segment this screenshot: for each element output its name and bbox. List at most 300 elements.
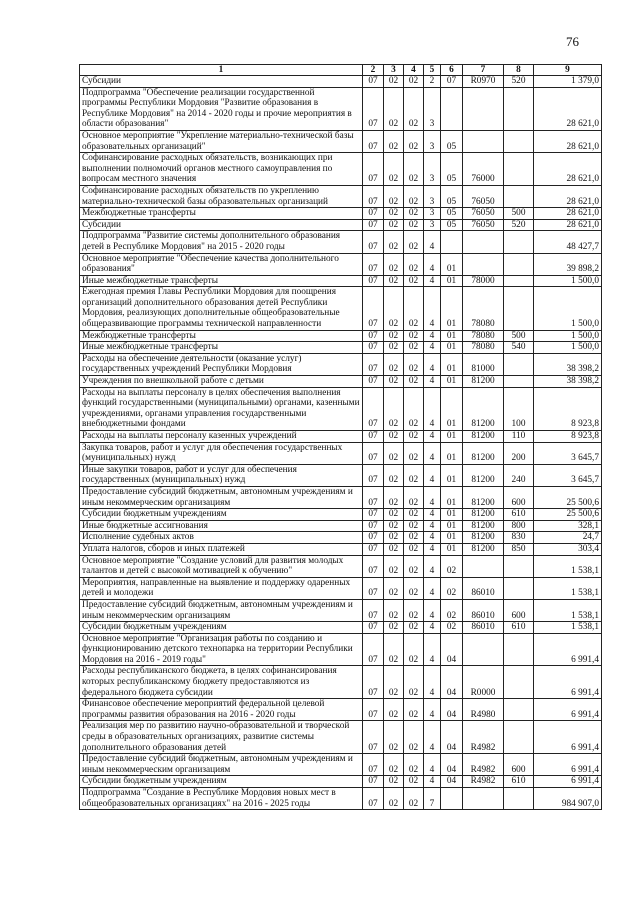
amount-cell: 1 538,1 <box>534 577 602 599</box>
subprogram-cell: 4 <box>424 376 441 388</box>
section-cell: 07 <box>363 253 384 275</box>
subsection-cell: 02 <box>384 231 404 253</box>
program-cell: 02 <box>404 788 424 810</box>
column-header: 7 <box>463 65 504 76</box>
program-cell: 02 <box>404 231 424 253</box>
subprogram-cell: 4 <box>424 231 441 253</box>
measure-cell: 04 <box>441 633 463 666</box>
name-cell: Субсидии бюджетным учреждениям <box>80 622 363 634</box>
subprogram-cell: 4 <box>424 666 441 699</box>
program-cell: 02 <box>404 130 424 152</box>
program-cell: 02 <box>404 776 424 788</box>
section-cell: 07 <box>363 599 384 621</box>
measure-cell: 01 <box>441 431 463 443</box>
subsection-cell: 02 <box>384 666 404 699</box>
subprogram-cell: 4 <box>424 353 441 375</box>
name-cell: Основное мероприятие "Создание условий для развития молодых талантов и детей с высокой мотивацией к обучению" <box>80 555 363 577</box>
program-cell: 02 <box>404 532 424 544</box>
amount-cell: 28 621,0 <box>534 87 602 130</box>
expense-type-cell <box>504 555 534 577</box>
program-cell: 02 <box>404 185 424 207</box>
measure-cell: 01 <box>441 275 463 287</box>
name-cell: Закупка товаров, работ и услуг для обеспечения государственных (муниципальных) нужд <box>80 442 363 464</box>
program-cell: 02 <box>404 275 424 287</box>
program-cell: 02 <box>404 342 424 354</box>
direction-cell: 81200 <box>463 543 504 555</box>
subprogram-cell: 4 <box>424 776 441 788</box>
measure-cell: 04 <box>441 754 463 776</box>
direction-cell: 86010 <box>463 622 504 634</box>
subprogram-cell: 4 <box>424 287 441 330</box>
program-cell: 02 <box>404 577 424 599</box>
table-row <box>80 442 602 464</box>
subsection-cell: 02 <box>384 577 404 599</box>
amount-cell: 1 500,0 <box>534 275 602 287</box>
table-row <box>80 275 602 287</box>
table-row <box>80 342 602 354</box>
subprogram-cell: 4 <box>424 275 441 287</box>
column-header: 2 <box>363 65 384 76</box>
amount-cell: 38 398,2 <box>534 353 602 375</box>
direction-cell <box>463 231 504 253</box>
expense-type-cell <box>504 153 534 186</box>
table-row <box>80 185 602 207</box>
subprogram-cell: 4 <box>424 442 441 464</box>
name-cell: Межбюджетные трансферты <box>80 208 363 220</box>
table-row <box>80 486 602 508</box>
expense-type-cell: 830 <box>504 532 534 544</box>
table-row <box>80 464 602 486</box>
measure-cell: 02 <box>441 555 463 577</box>
name-cell: Финансовое обеспечение мероприятий федеральной целевой программы развития образования на 2016 - 2020 годы <box>80 699 363 721</box>
program-cell: 02 <box>404 622 424 634</box>
section-cell: 07 <box>363 287 384 330</box>
table-row <box>80 599 602 621</box>
measure-cell: 07 <box>441 76 463 88</box>
measure-cell: 02 <box>441 599 463 621</box>
amount-cell: 39 898,2 <box>534 253 602 275</box>
expense-type-cell <box>504 666 534 699</box>
subsection-cell: 02 <box>384 153 404 186</box>
table-row <box>80 633 602 666</box>
expense-type-cell: 800 <box>504 520 534 532</box>
name-cell: Ежегодная премия Главы Республики Мордовия для поощрения организаций дополнительного образования детей Республики Мордовия, реализующих дополнительные общеобразовательные общеразвивающие программы технической направленности <box>80 287 363 330</box>
table-row <box>80 87 602 130</box>
section-cell: 07 <box>363 219 384 231</box>
amount-cell: 1 500,0 <box>534 330 602 342</box>
amount-cell: 1 500,0 <box>534 287 602 330</box>
expense-type-cell <box>504 253 534 275</box>
measure-cell: 05 <box>441 130 463 152</box>
page-number: 76 <box>566 34 579 49</box>
expense-type-cell <box>504 721 534 754</box>
measure-cell: 05 <box>441 208 463 220</box>
name-cell: Расходы республиканского бюджета, в целях софинансирования которых республиканскому бюджету предоставляются из федерального бюджета субсидии <box>80 666 363 699</box>
direction-cell: 76050 <box>463 185 504 207</box>
program-cell: 02 <box>404 721 424 754</box>
amount-cell: 28 621,0 <box>534 153 602 186</box>
program-cell: 02 <box>404 442 424 464</box>
program-cell: 02 <box>404 253 424 275</box>
name-cell: Межбюджетные трансферты <box>80 330 363 342</box>
subsection-cell: 02 <box>384 130 404 152</box>
direction-cell: R0970 <box>463 76 504 88</box>
direction-cell <box>463 253 504 275</box>
direction-cell: 81000 <box>463 353 504 375</box>
expense-type-cell: 600 <box>504 754 534 776</box>
table-row <box>80 666 602 699</box>
amount-cell: 984 907,0 <box>534 788 602 810</box>
program-cell: 02 <box>404 486 424 508</box>
subsection-cell: 02 <box>384 520 404 532</box>
direction-cell <box>463 87 504 130</box>
program-cell: 02 <box>404 464 424 486</box>
amount-cell: 28 621,0 <box>534 208 602 220</box>
expense-type-cell <box>504 130 534 152</box>
measure-cell <box>441 231 463 253</box>
measure-cell: 01 <box>441 253 463 275</box>
name-cell: Основное мероприятие "Обеспечение качества дополнительного образования" <box>80 253 363 275</box>
subprogram-cell: 4 <box>424 342 441 354</box>
section-cell: 07 <box>363 76 384 88</box>
direction-cell: 78080 <box>463 287 504 330</box>
program-cell: 02 <box>404 376 424 388</box>
subsection-cell: 02 <box>384 185 404 207</box>
amount-cell: 6 991,4 <box>534 721 602 754</box>
expense-type-cell: 520 <box>504 219 534 231</box>
subprogram-cell: 3 <box>424 87 441 130</box>
direction-cell: R4980 <box>463 699 504 721</box>
name-cell: Иные бюджетные ассигнования <box>80 520 363 532</box>
measure-cell: 02 <box>441 622 463 634</box>
amount-cell: 6 991,4 <box>534 699 602 721</box>
expense-type-cell <box>504 699 534 721</box>
amount-cell: 28 621,0 <box>534 130 602 152</box>
expense-type-cell: 240 <box>504 464 534 486</box>
subprogram-cell: 4 <box>424 599 441 621</box>
name-cell: Иные межбюджетные трансферты <box>80 342 363 354</box>
direction-cell: R4982 <box>463 754 504 776</box>
subprogram-cell: 3 <box>424 185 441 207</box>
subprogram-cell: 3 <box>424 219 441 231</box>
subprogram-cell: 3 <box>424 153 441 186</box>
name-cell: Учреждения по внешкольной работе с детьми <box>80 376 363 388</box>
table-row <box>80 219 602 231</box>
table-row <box>80 153 602 186</box>
name-cell: Иные закупки товаров, работ и услуг для обеспечения государственных (муниципальных) нужд <box>80 464 363 486</box>
subprogram-cell: 4 <box>424 253 441 275</box>
section-cell: 07 <box>363 520 384 532</box>
section-cell: 07 <box>363 464 384 486</box>
measure-cell: 01 <box>441 543 463 555</box>
measure-cell: 01 <box>441 287 463 330</box>
subsection-cell: 02 <box>384 87 404 130</box>
table-row <box>80 520 602 532</box>
section-cell: 07 <box>363 721 384 754</box>
program-cell: 02 <box>404 599 424 621</box>
amount-cell: 24,7 <box>534 532 602 544</box>
expense-type-cell: 100 <box>504 387 534 430</box>
amount-cell: 28 621,0 <box>534 185 602 207</box>
measure-cell: 02 <box>441 577 463 599</box>
name-cell: Субсидии бюджетным учреждениям <box>80 776 363 788</box>
expense-type-cell: 610 <box>504 509 534 521</box>
amount-cell: 6 991,4 <box>534 754 602 776</box>
expense-type-cell <box>504 633 534 666</box>
table-row <box>80 231 602 253</box>
name-cell: Иные межбюджетные трансферты <box>80 275 363 287</box>
measure-cell: 01 <box>441 330 463 342</box>
subsection-cell: 02 <box>384 442 404 464</box>
column-header: 8 <box>504 65 534 76</box>
name-cell: Расходы на выплаты персоналу казенных учреждений <box>80 431 363 443</box>
subsection-cell: 02 <box>384 330 404 342</box>
section-cell: 07 <box>363 231 384 253</box>
column-header: 9 <box>534 65 602 76</box>
program-cell: 02 <box>404 555 424 577</box>
direction-cell: 81200 <box>463 464 504 486</box>
measure-cell: 01 <box>441 464 463 486</box>
amount-cell: 1 379,0 <box>534 76 602 88</box>
subsection-cell: 02 <box>384 555 404 577</box>
name-cell: Основное мероприятие "Укрепление материально-технической базы образовательных организаций" <box>80 130 363 152</box>
section-cell: 07 <box>363 486 384 508</box>
table-row <box>80 543 602 555</box>
subsection-cell: 02 <box>384 699 404 721</box>
name-cell: Предоставление субсидий бюджетным, автономным учреждениям и иным некоммерческим организациям <box>80 599 363 621</box>
table-row <box>80 754 602 776</box>
expense-type-cell <box>504 275 534 287</box>
table-row <box>80 253 602 275</box>
table-row <box>80 577 602 599</box>
subsection-cell: 02 <box>384 376 404 388</box>
amount-cell: 1 538,1 <box>534 622 602 634</box>
program-cell: 02 <box>404 387 424 430</box>
program-cell: 02 <box>404 87 424 130</box>
subsection-cell: 02 <box>384 287 404 330</box>
subsection-cell: 02 <box>384 253 404 275</box>
section-cell: 07 <box>363 185 384 207</box>
direction-cell: 76050 <box>463 219 504 231</box>
subsection-cell: 02 <box>384 353 404 375</box>
measure-cell: 04 <box>441 776 463 788</box>
measure-cell: 01 <box>441 509 463 521</box>
subprogram-cell: 7 <box>424 788 441 810</box>
measure-cell: 01 <box>441 442 463 464</box>
section-cell: 07 <box>363 788 384 810</box>
name-cell: Мероприятия, направленные на выявление и поддержку одаренных детей и молодежи <box>80 577 363 599</box>
program-cell: 02 <box>404 699 424 721</box>
expense-type-cell: 600 <box>504 599 534 621</box>
program-cell: 02 <box>404 633 424 666</box>
direction-cell <box>463 555 504 577</box>
section-cell: 07 <box>363 622 384 634</box>
table-row <box>80 699 602 721</box>
section-cell: 07 <box>363 376 384 388</box>
table-row <box>80 509 602 521</box>
program-cell: 02 <box>404 353 424 375</box>
expense-type-cell: 110 <box>504 431 534 443</box>
name-cell: Реализация мер по развитию научно-образовательной и творческой среды в образовательных организациях, развитие системы дополнительного образования детей <box>80 721 363 754</box>
table-row <box>80 776 602 788</box>
direction-cell: 81200 <box>463 442 504 464</box>
subsection-cell: 02 <box>384 543 404 555</box>
subprogram-cell: 4 <box>424 721 441 754</box>
section-cell: 07 <box>363 342 384 354</box>
amount-cell: 28 621,0 <box>534 219 602 231</box>
subprogram-cell: 4 <box>424 486 441 508</box>
subprogram-cell: 4 <box>424 754 441 776</box>
name-cell: Предоставление субсидий бюджетным, автономным учреждениям и иным некоммерческим организациям <box>80 486 363 508</box>
measure-cell: 01 <box>441 342 463 354</box>
expense-type-cell <box>504 231 534 253</box>
program-cell: 02 <box>404 509 424 521</box>
subsection-cell: 02 <box>384 776 404 788</box>
column-header: 6 <box>441 65 463 76</box>
measure-cell <box>441 87 463 130</box>
table-body <box>80 76 602 810</box>
program-cell: 02 <box>404 666 424 699</box>
direction-cell: 81200 <box>463 520 504 532</box>
amount-cell: 1 538,1 <box>534 599 602 621</box>
program-cell: 02 <box>404 76 424 88</box>
name-cell: Софинансирование расходных обязательств, возникающих при выполнении полномочий органов местного самоуправления по вопросам местного значения <box>80 153 363 186</box>
subprogram-cell: 4 <box>424 520 441 532</box>
subprogram-cell: 4 <box>424 387 441 430</box>
expense-type-cell <box>504 577 534 599</box>
expense-type-cell: 610 <box>504 776 534 788</box>
expense-type-cell: 850 <box>504 543 534 555</box>
section-cell: 07 <box>363 330 384 342</box>
direction-cell: 81200 <box>463 532 504 544</box>
measure-cell: 04 <box>441 721 463 754</box>
subprogram-cell: 4 <box>424 699 441 721</box>
program-cell: 02 <box>404 153 424 186</box>
expense-type-cell <box>504 287 534 330</box>
direction-cell: 76050 <box>463 208 504 220</box>
amount-cell: 25 500,6 <box>534 509 602 521</box>
direction-cell <box>463 788 504 810</box>
section-cell: 07 <box>363 509 384 521</box>
measure-cell: 04 <box>441 666 463 699</box>
subprogram-cell: 4 <box>424 633 441 666</box>
section-cell: 07 <box>363 442 384 464</box>
program-cell: 02 <box>404 287 424 330</box>
name-cell: Предоставление субсидий бюджетным, автономным учреждениям и иным некоммерческим организациям <box>80 754 363 776</box>
section-cell: 07 <box>363 431 384 443</box>
direction-cell: 81200 <box>463 376 504 388</box>
measure-cell: 05 <box>441 185 463 207</box>
table-row <box>80 76 602 88</box>
amount-cell: 303,4 <box>534 543 602 555</box>
program-cell: 02 <box>404 219 424 231</box>
table-row <box>80 431 602 443</box>
section-cell: 07 <box>363 275 384 287</box>
measure-cell <box>441 788 463 810</box>
subsection-cell: 02 <box>384 76 404 88</box>
name-cell: Подпрограмма "Обеспечение реализации государственной программы Республики Мордовия "Развитие образования в Республике Мордовия" на 2014 - 2020 годы и прочие мероприятия в области образования" <box>80 87 363 130</box>
expense-type-cell <box>504 376 534 388</box>
measure-cell: 01 <box>441 520 463 532</box>
table-row <box>80 555 602 577</box>
table-row <box>80 532 602 544</box>
section-cell: 07 <box>363 754 384 776</box>
direction-cell <box>463 130 504 152</box>
program-cell: 02 <box>404 543 424 555</box>
measure-cell: 01 <box>441 353 463 375</box>
direction-cell: 86010 <box>463 577 504 599</box>
expense-type-cell: 520 <box>504 76 534 88</box>
name-cell: Субсидии <box>80 219 363 231</box>
table-row <box>80 376 602 388</box>
name-cell: Субсидии <box>80 76 363 88</box>
program-cell: 02 <box>404 330 424 342</box>
subsection-cell: 02 <box>384 622 404 634</box>
direction-cell <box>463 633 504 666</box>
expense-type-cell: 540 <box>504 342 534 354</box>
expense-type-cell <box>504 87 534 130</box>
direction-cell: 81200 <box>463 486 504 508</box>
name-cell: Основное мероприятие "Организация работы по созданию и функционированию детского технопарка на территории Республики Мордовия на 2016 - 2019 годы" <box>80 633 363 666</box>
budget-table <box>79 64 602 810</box>
subsection-cell: 02 <box>384 721 404 754</box>
expense-type-cell <box>504 185 534 207</box>
name-cell: Подпрограмма "Создание в Республике Мордовия новых мест в общеобразовательных организациях" на 2016 - 2025 годы <box>80 788 363 810</box>
subsection-cell: 02 <box>384 509 404 521</box>
name-cell: Расходы на выплаты персоналу в целях обеспечения выполнения функций государственными (муниципальными) органами, казенными учреждениями, органами управления государственными внебюджетными фондами <box>80 387 363 430</box>
subsection-cell: 02 <box>384 431 404 443</box>
subsection-cell: 02 <box>384 754 404 776</box>
direction-cell: 81200 <box>463 431 504 443</box>
name-cell: Субсидии бюджетным учреждениям <box>80 509 363 521</box>
program-cell: 02 <box>404 520 424 532</box>
column-header: 5 <box>424 65 441 76</box>
table-row <box>80 330 602 342</box>
table-row <box>80 387 602 430</box>
name-cell: Расходы на обеспечение деятельности (оказание услуг) государственных учреждений Республики Мордовия <box>80 353 363 375</box>
section-cell: 07 <box>363 130 384 152</box>
direction-cell: 78080 <box>463 330 504 342</box>
subsection-cell: 02 <box>384 387 404 430</box>
direction-cell: 86010 <box>463 599 504 621</box>
subsection-cell: 02 <box>384 788 404 810</box>
amount-cell: 25 500,6 <box>534 486 602 508</box>
measure-cell: 01 <box>441 532 463 544</box>
name-cell: Исполнение судебных актов <box>80 532 363 544</box>
measure-cell: 01 <box>441 376 463 388</box>
direction-cell: 78000 <box>463 275 504 287</box>
section-cell: 07 <box>363 87 384 130</box>
direction-cell: R0000 <box>463 666 504 699</box>
program-cell: 02 <box>404 208 424 220</box>
subprogram-cell: 2 <box>424 76 441 88</box>
subprogram-cell: 4 <box>424 532 441 544</box>
section-cell: 07 <box>363 208 384 220</box>
measure-cell: 04 <box>441 699 463 721</box>
table-row <box>80 130 602 152</box>
name-cell: Уплата налогов, сборов и иных платежей <box>80 543 363 555</box>
direction-cell: 81200 <box>463 509 504 521</box>
amount-cell: 6 991,4 <box>534 776 602 788</box>
section-cell: 07 <box>363 666 384 699</box>
section-cell: 07 <box>363 633 384 666</box>
section-cell: 07 <box>363 532 384 544</box>
subprogram-cell: 4 <box>424 577 441 599</box>
table-row <box>80 208 602 220</box>
measure-cell: 05 <box>441 153 463 186</box>
subprogram-cell: 4 <box>424 464 441 486</box>
table-row <box>80 721 602 754</box>
